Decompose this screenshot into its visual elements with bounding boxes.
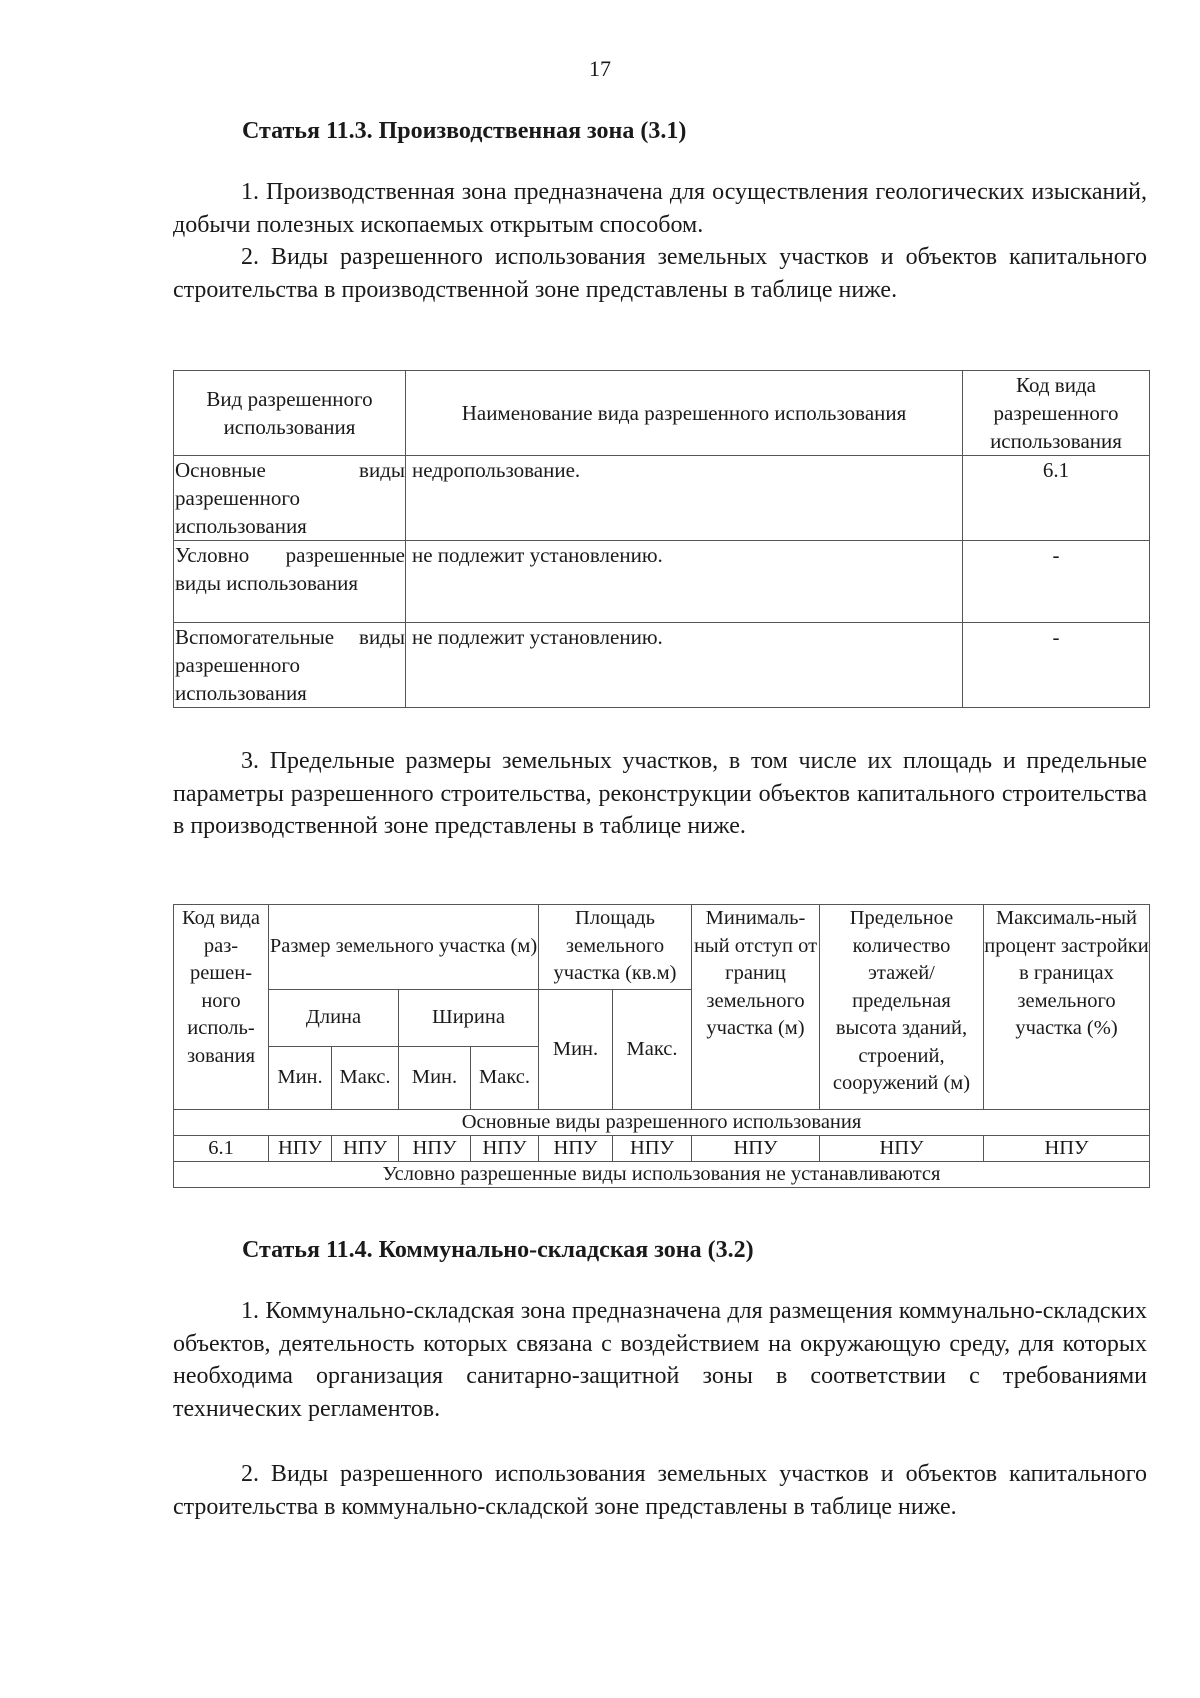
header-code: Код вида раз-решен-ного исполь-зования bbox=[174, 905, 269, 1110]
article-11-3-paragraph-1: 1. Производственная зона предназначена для осуществления геологических изысканий, добычи полезных ископаемых открытым способом. bbox=[173, 179, 1147, 238]
header-plot-size: Размер земельного участка (м) bbox=[269, 905, 539, 990]
article-11-4-paragraph-1: 1. Коммунально-складская зона предназначена для размещения коммунально-складских объектов, деятельность которых связана с воздействием на окружающую среду, для которых необходима организация санитарно-защитной зоны в соответствии с требованиями технических регламентов. bbox=[173, 1298, 1147, 1422]
article-11-3-paragraph-2: 2. Виды разрешенного использования земельных участков и объектов капитального строительства в производственной зоне представлены в таблице ниже. bbox=[173, 244, 1147, 303]
article-11-4-paragraph-2: 2. Виды разрешенного использования земельных участков и объектов капитального строительства в коммунально-складской зоне представлены в таблице ниже. bbox=[173, 1461, 1147, 1520]
article-11-3-heading: Статья 11.3. Производственная зона (3.1) bbox=[242, 118, 687, 144]
table-row bbox=[174, 541, 1150, 623]
header-length-max: Макс. bbox=[332, 1047, 399, 1110]
table-header-row bbox=[174, 371, 1150, 456]
cell-max-percent: НПУ bbox=[984, 1136, 1150, 1162]
header-width-max: Макс. bbox=[471, 1047, 539, 1110]
cell-use-type: Условно разрешенные виды использования bbox=[174, 541, 406, 623]
cell-use-code: - bbox=[963, 541, 1150, 623]
cell-length-min: НПУ bbox=[269, 1136, 332, 1162]
header-area-min: Мин. bbox=[539, 990, 613, 1110]
cell-use-name: недропользование. bbox=[406, 456, 963, 541]
header-width-min: Мин. bbox=[399, 1047, 471, 1110]
cell-use-type: Вспомогательные виды разрешенного использования bbox=[174, 623, 406, 708]
cell-area-max: НПУ bbox=[613, 1136, 692, 1162]
conditional-uses-row bbox=[174, 1162, 1150, 1188]
header-use-type: Вид разрешенного использования bbox=[174, 371, 406, 456]
page-number: 17 bbox=[589, 56, 611, 81]
main-uses-label-row bbox=[174, 1110, 1150, 1136]
article-11-4-heading: Статья 11.4. Коммунально-складская зона (3.2) bbox=[242, 1237, 754, 1263]
header-use-name: Наименование вида разрешенного использования bbox=[406, 371, 963, 456]
header-max-percent: Максималь-ный процент застройки в границах земельного участка (%) bbox=[984, 905, 1150, 1110]
permitted-use-table bbox=[173, 370, 1150, 708]
header-width: Ширина bbox=[399, 990, 539, 1047]
cell-use-name: не подлежит установлению. bbox=[406, 623, 963, 708]
cell-use-code: - bbox=[963, 623, 1150, 708]
table-row bbox=[174, 623, 1150, 708]
cell-use-name: не подлежит установлению. bbox=[406, 541, 963, 623]
cell-area-min: НПУ bbox=[539, 1136, 613, 1162]
cell-width-min: НПУ bbox=[399, 1136, 471, 1162]
cell-min-indent: НПУ bbox=[692, 1136, 820, 1162]
header-length-min: Мин. bbox=[269, 1047, 332, 1110]
cell-floors-height: НПУ bbox=[820, 1136, 984, 1162]
conditional-uses-note: Условно разрешенные виды использования не устанавливаются bbox=[174, 1162, 1150, 1188]
parameters-table bbox=[173, 904, 1150, 1188]
main-uses-label: Основные виды разрешенного использования bbox=[174, 1110, 1150, 1136]
header-use-code: Код вида разрешенного использования bbox=[963, 371, 1150, 456]
table-row bbox=[174, 1136, 1150, 1162]
header-floors-height: Предельное количество этажей/ предельная высота зданий, строений, сооружений (м) bbox=[820, 905, 984, 1110]
header-min-indent: Минималь-ный отступ от границ земельного участка (м) bbox=[692, 905, 820, 1110]
article-11-3-paragraph-3: 3. Предельные размеры земельных участков, в том числе их площадь и предельные параметры разрешенного строительства, реконструкции объектов капитального строительства в производственной зоне представлены в таблице ниже. bbox=[173, 748, 1147, 839]
header-plot-area: Площадь земельного участка (кв.м) bbox=[539, 905, 692, 990]
cell-use-type: Основные виды разрешенного использования bbox=[174, 456, 406, 541]
cell-use-code: 6.1 bbox=[963, 456, 1150, 541]
header-area-max: Макс. bbox=[613, 990, 692, 1110]
table-row bbox=[174, 456, 1150, 541]
header-row-1 bbox=[174, 905, 1150, 990]
cell-length-max: НПУ bbox=[332, 1136, 399, 1162]
cell-code: 6.1 bbox=[174, 1136, 269, 1162]
cell-width-max: НПУ bbox=[471, 1136, 539, 1162]
header-length: Длина bbox=[269, 990, 399, 1047]
